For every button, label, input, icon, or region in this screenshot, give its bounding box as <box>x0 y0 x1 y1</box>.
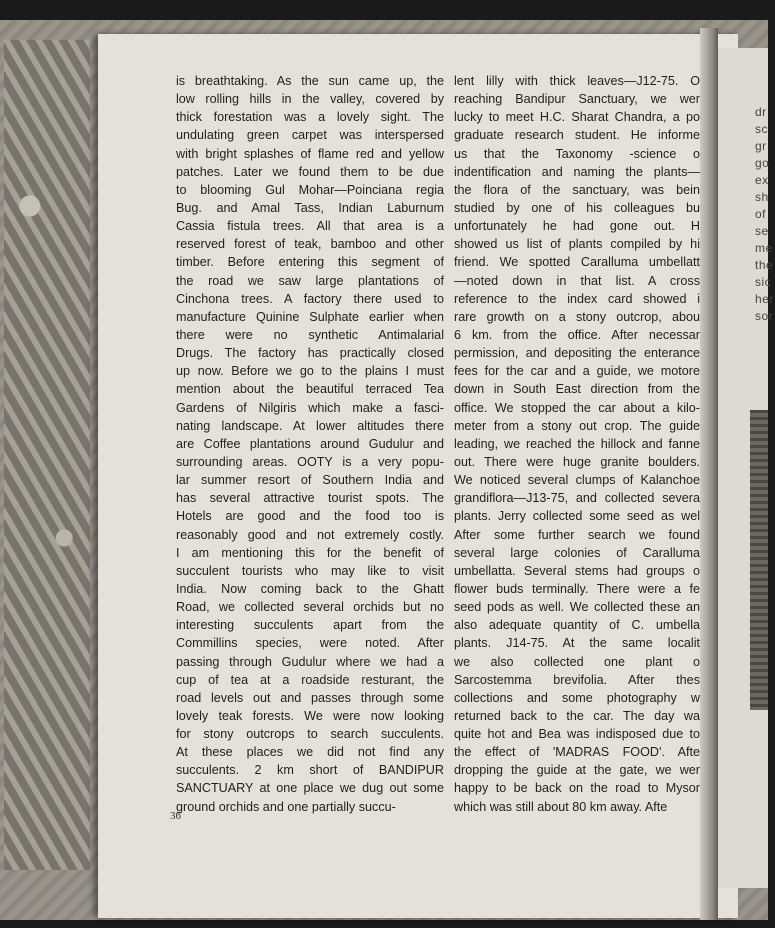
text-line: manufacture Quinine Sulphate earlier when <box>176 309 444 324</box>
next-page-fragment: sh <box>755 190 769 204</box>
book-gutter <box>700 28 718 920</box>
text-line: Gardens of Nilgiris which make a fasci- <box>176 400 444 415</box>
text-line: indentification and naming the plants— <box>454 164 700 179</box>
next-page-fragment: sic <box>755 275 772 289</box>
text-line: happy to be back on the road to Mysor <box>454 781 700 796</box>
cover-decoration <box>4 40 90 870</box>
text-line: I am mentioning this for the benefit of <box>176 545 444 560</box>
text-line: passing through Gudulur where we had a <box>176 654 444 669</box>
text-line: fees for the car and a guide, we motore <box>454 364 700 379</box>
next-page-fragment: dr <box>755 105 767 119</box>
text-line: We noticed several clumps of Kalanchoe <box>454 473 700 488</box>
text-line: At these places we did not find any <box>176 745 444 760</box>
text-line: 6 km. from the office. After necessar <box>454 327 700 342</box>
text-line: with bright splashes of flame red and yellow <box>176 146 444 161</box>
text-line: plants. J14-75. At the same localit <box>454 636 700 651</box>
left-text-column <box>176 72 444 816</box>
text-line: graduate research student. He informe <box>454 128 700 143</box>
text-line: cup of tea at a roadside resturant, the <box>176 672 444 687</box>
text-line: the effect of 'MADRAS FOOD'. Afte <box>454 745 700 760</box>
text-line: the flora of the sanctuary, was bein <box>454 182 700 197</box>
text-line: timber. Before entering this segment of <box>176 255 444 270</box>
text-line: collections and some photography w <box>454 690 700 705</box>
right-text-column <box>454 72 700 816</box>
text-line: down in South East direction from the <box>454 382 700 397</box>
text-line: friend. We spotted Caralluma umbellatt <box>454 255 700 270</box>
next-page-fragment: gr <box>755 139 767 153</box>
text-line: patches. Later we found them to be due <box>176 164 444 179</box>
text-line: Cinchona trees. A factory there used to <box>176 291 444 306</box>
text-line: umbellatta. Several stems had groups o <box>454 563 700 578</box>
text-line: Commillins species, were noted. After <box>176 636 444 651</box>
text-line: seed pods as well. We collected these an <box>454 600 700 615</box>
text-line: we also collected one plant o <box>454 654 700 669</box>
text-line: lar summer resort of Southern India and <box>176 473 444 488</box>
text-line: plants. Jerry collected some seed as wel <box>454 509 700 524</box>
next-page-fragment: the <box>755 258 774 272</box>
text-line: India. Now coming back to the Ghatt <box>176 581 444 596</box>
next-page-fragment: se <box>755 224 769 238</box>
text-line: out. There were huge granite boulders. <box>454 454 700 469</box>
text-line: there were no synthetic Antimalarial <box>176 327 444 342</box>
text-line: reference to the index card showed i <box>454 291 700 306</box>
text-line: permission, and depositing the enterance <box>454 346 700 361</box>
text-line: to blooming Gul Mohar—Poinciana regia <box>176 182 444 197</box>
text-line: is breathtaking. As the sun came up, the <box>176 74 444 88</box>
text-line: us that the Taxonomy -science o <box>454 146 700 161</box>
text-line: interesting succulents apart from the <box>176 618 444 633</box>
page-number: 36 <box>170 810 181 822</box>
text-line: grandiflora—J13-75, and collected severa <box>454 491 700 506</box>
text-line: returned back to the car. The day wa <box>454 708 700 723</box>
text-line: nating landscape. At lower altitudes there <box>176 418 444 433</box>
text-line: thick forestation was a lovely sight. The <box>176 110 444 125</box>
text-line: Bug. and Amal Tass, Indian Laburnum <box>176 200 444 215</box>
text-line: for stony outcrops to search succulents. <box>176 727 444 742</box>
next-page-fragment: me <box>755 241 773 255</box>
text-line: Road, we collected several orchids but no <box>176 600 444 615</box>
text-line: road levels out and passes through some <box>176 690 444 705</box>
text-line: dropping the guide at the gate, we wer <box>454 763 700 778</box>
text-line: also adequate quantity of C. umbella <box>454 618 700 633</box>
text-line: which was still about 80 km away. Afte <box>454 799 668 814</box>
text-line: showed us list of plants compiled by hi <box>454 237 700 252</box>
text-line: —noted down in that list. A cross <box>454 273 700 288</box>
text-line: reserved forest of teak, bamboo and other <box>176 237 444 252</box>
text-line: the road we saw large plantations of <box>176 273 444 288</box>
text-line: studied by one of his colleagues bu <box>454 200 700 215</box>
next-page-fragment: of <box>755 207 767 221</box>
text-line: Drugs. The factory has practically closed <box>176 346 444 361</box>
text-line: lent lilly with thick leaves—J12-75. O <box>454 74 700 88</box>
text-line: rare growth on a stony outcrop, abou <box>454 309 700 324</box>
text-line: mention about the beautiful terraced Tea <box>176 382 444 397</box>
text-line: SANCTUARY at one place we dug out some <box>176 781 444 796</box>
text-line: quite hot and Bea was indisposed due to <box>454 727 700 742</box>
next-page-fragment: her <box>755 292 774 306</box>
next-page-fragment: ex <box>755 173 769 187</box>
text-line: Hotels are good and the food too is <box>176 509 444 524</box>
text-line: succulents. 2 km short of BANDIPUR <box>176 763 444 778</box>
text-line: several large colonies of Caralluma <box>454 545 700 560</box>
text-line: unfortunately he had gone out. H <box>454 219 700 234</box>
next-page-photo <box>750 410 768 710</box>
text-line: lucky to meet H.C. Sharat Chandra, a po <box>454 110 700 125</box>
text-line: undulating green carpet was interspersed <box>176 128 444 143</box>
next-page-fragment: sc <box>755 122 768 136</box>
text-line: lovely teak forests. We were now looking <box>176 708 444 723</box>
text-line: reaching Bandipur Sanctuary, we wer <box>454 92 700 107</box>
text-line: meter from a stony out crop. The guide <box>454 418 700 433</box>
text-line: leading, we reached the hillock and fanne <box>454 436 700 451</box>
text-line: surrounding areas. OOTY is a very popu- <box>176 454 444 469</box>
text-line: are Coffee plantations around Gudulur and <box>176 436 444 451</box>
text-line: After some further search we found <box>454 527 700 542</box>
text-line: Cassia fistula trees. All that area is a <box>176 219 444 234</box>
text-line: low rolling hills in the valley, covered by <box>176 92 444 107</box>
text-line: office. We stopped the car about a kilo- <box>454 400 700 415</box>
next-page-fragment: sor <box>755 309 774 323</box>
text-line: succulent tourists who may like to visit <box>176 563 444 578</box>
next-page-text-fragments <box>755 104 775 325</box>
text-line: Sarcostemma brevifolia. After thes <box>454 672 700 687</box>
text-line: has several attractive tourist spots. The <box>176 491 444 506</box>
text-line: reasonably good and not extremely costly. <box>176 527 444 542</box>
text-line: ground orchids and one partially succu- <box>176 799 396 814</box>
next-page-fragment: go <box>755 156 770 170</box>
text-line: up now. Before we go to the plains I must <box>176 364 444 379</box>
text-line: flower buds terminally. There were a fe <box>454 581 700 596</box>
